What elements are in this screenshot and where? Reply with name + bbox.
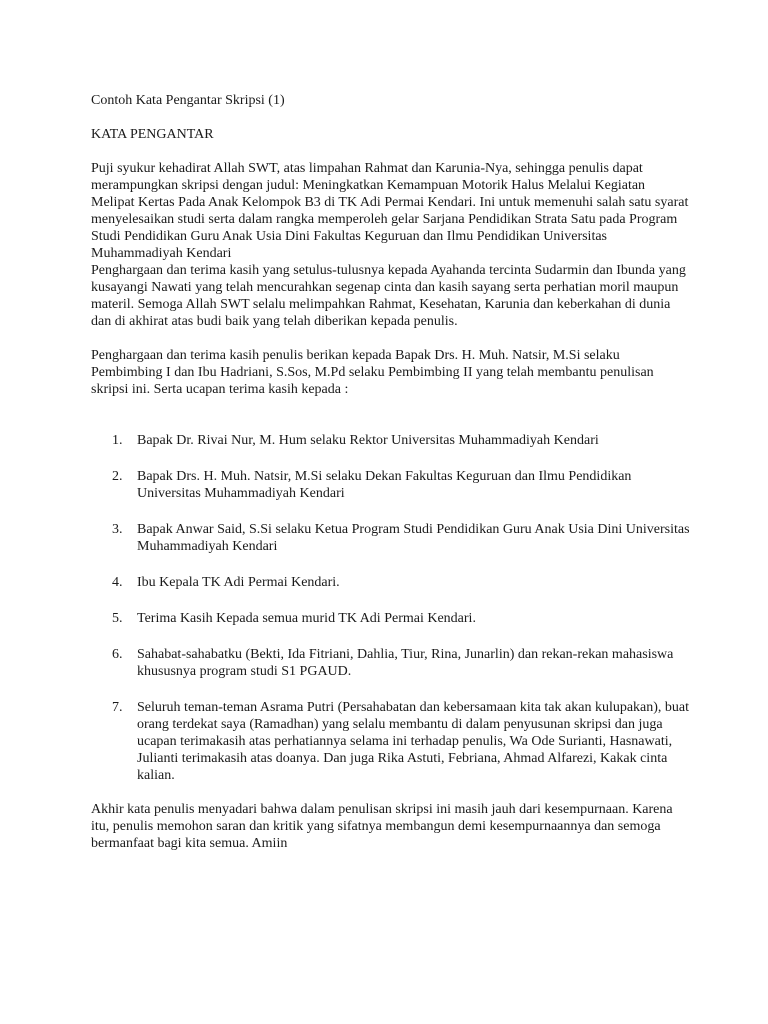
thanks-list [91,432,691,784]
list-item-number: 7. [112,700,123,715]
list-item-text: Sahabat-sahabatku (Bekti, Ida Fitriani, Dahlia, Tiur, Rina, Junarlin) dan rekan-rekan mahasiswa khususnya program studi S1 PGAUD. [137,647,674,679]
paragraph-closing: Akhir kata penulis menyadari bahwa dalam penulisan skripsi ini masih jauh dari kesempurnaan. Karena itu, penulis memohon saran dan kritik yang sifatnya membangun demi kesempurnaannya dan semoga bermanfaat bagi kita semua. Amiin [91,802,673,851]
paragraph-intro: Puji syukur kehadirat Allah SWT, atas limpahan Rahmat dan Karunia-Nya, sehingga penulis dapat merampungkan skripsi dengan judul: Meningkatkan Kemampuan Motorik Halus Melalui Kegiatan Melipat Kertas Pada Anak Kelompok B3 di TK Adi Permai Kendari. Ini untuk memenuhi salah satu syarat menyelesaikan studi serta dalam rangka memperoleh gelar Sarjana Pendidikan Strata Satu pada Program Studi Pendidikan Guru Anak Usia Dini Fakultas Keguruan dan Ilmu Pendidikan Universitas Muhammadiyah Kendari [91,161,689,261]
list-item-number: 2. [112,469,123,484]
list-item-text: Terima Kasih Kepada semua murid TK Adi Permai Kendari. [137,611,476,626]
document-title: Contoh Kata Pengantar Skripsi (1) [91,93,285,108]
list-item [91,468,691,502]
list-item-text: Bapak Dr. Rivai Nur, M. Hum selaku Rektor Universitas Muhammadiyah Kendari [137,433,599,448]
list-item [91,521,691,555]
list-item-number: 3. [112,522,123,537]
list-item-number: 4. [112,575,123,590]
paragraph-advisors: Penghargaan dan terima kasih penulis berikan kepada Bapak Drs. H. Muh. Natsir, M.Si selaku Pembimbing I dan Ibu Hadriani, S.Sos, M.Pd selaku Pembimbing II yang telah membantu penulisan skripsi ini. Serta ucapan terima kasih kepada : [91,348,654,397]
list-item-text: Seluruh teman-teman Asrama Putri (Persahabatan dan kebersamaan kita tak akan kulupakan), buat orang terdekat saya (Ramadhan) yang selalu membantu di dalam penyusunan skripsi dan juga ucapan terimakasih atas perhatiannya selama ini terhadap penulis, Wa Ode Surianti, Hasnawati, Julianti terimakasih atas doanya. Dan juga Rika Astuti, Febriana, Ahmad Alfarezi, Kakak cinta kalian. [137,700,690,783]
paragraph-parents: Penghargaan dan terima kasih yang setulus-tulusnya kepada Ayahanda tercinta Sudarmin dan Ibunda yang kusayangi Nawati yang telah mencurahkan segenap cinta dan kasih sayang serta perhatian moril maupun materil. Semoga Allah SWT selalu melimpahkan Rahmat, Kesehatan, Karunia dan keberkahan di dunia dan di akhirat atas budi baik yang telah diberikan kepada penulis. [91,263,686,329]
list-item-number: 6. [112,647,123,662]
list-item-number: 1. [112,433,123,448]
list-item-text: Bapak Drs. H. Muh. Natsir, M.Si selaku Dekan Fakultas Keguruan dan Ilmu Pendidikan Universitas Muhammadiyah Kendari [137,469,632,501]
list-item-text: Ibu Kepala TK Adi Permai Kendari. [137,575,340,590]
list-item-text: Bapak Anwar Said, S.Si selaku Ketua Program Studi Pendidikan Guru Anak Usia Dini Universitas Muhammadiyah Kendari [137,522,690,554]
list-item [91,610,691,627]
list-item [91,432,691,449]
list-item-number: 5. [112,611,123,626]
list-item [91,646,691,680]
list-item [91,574,691,591]
list-item [91,699,691,784]
document-page [91,92,691,852]
section-heading: KATA PENGANTAR [91,127,214,142]
